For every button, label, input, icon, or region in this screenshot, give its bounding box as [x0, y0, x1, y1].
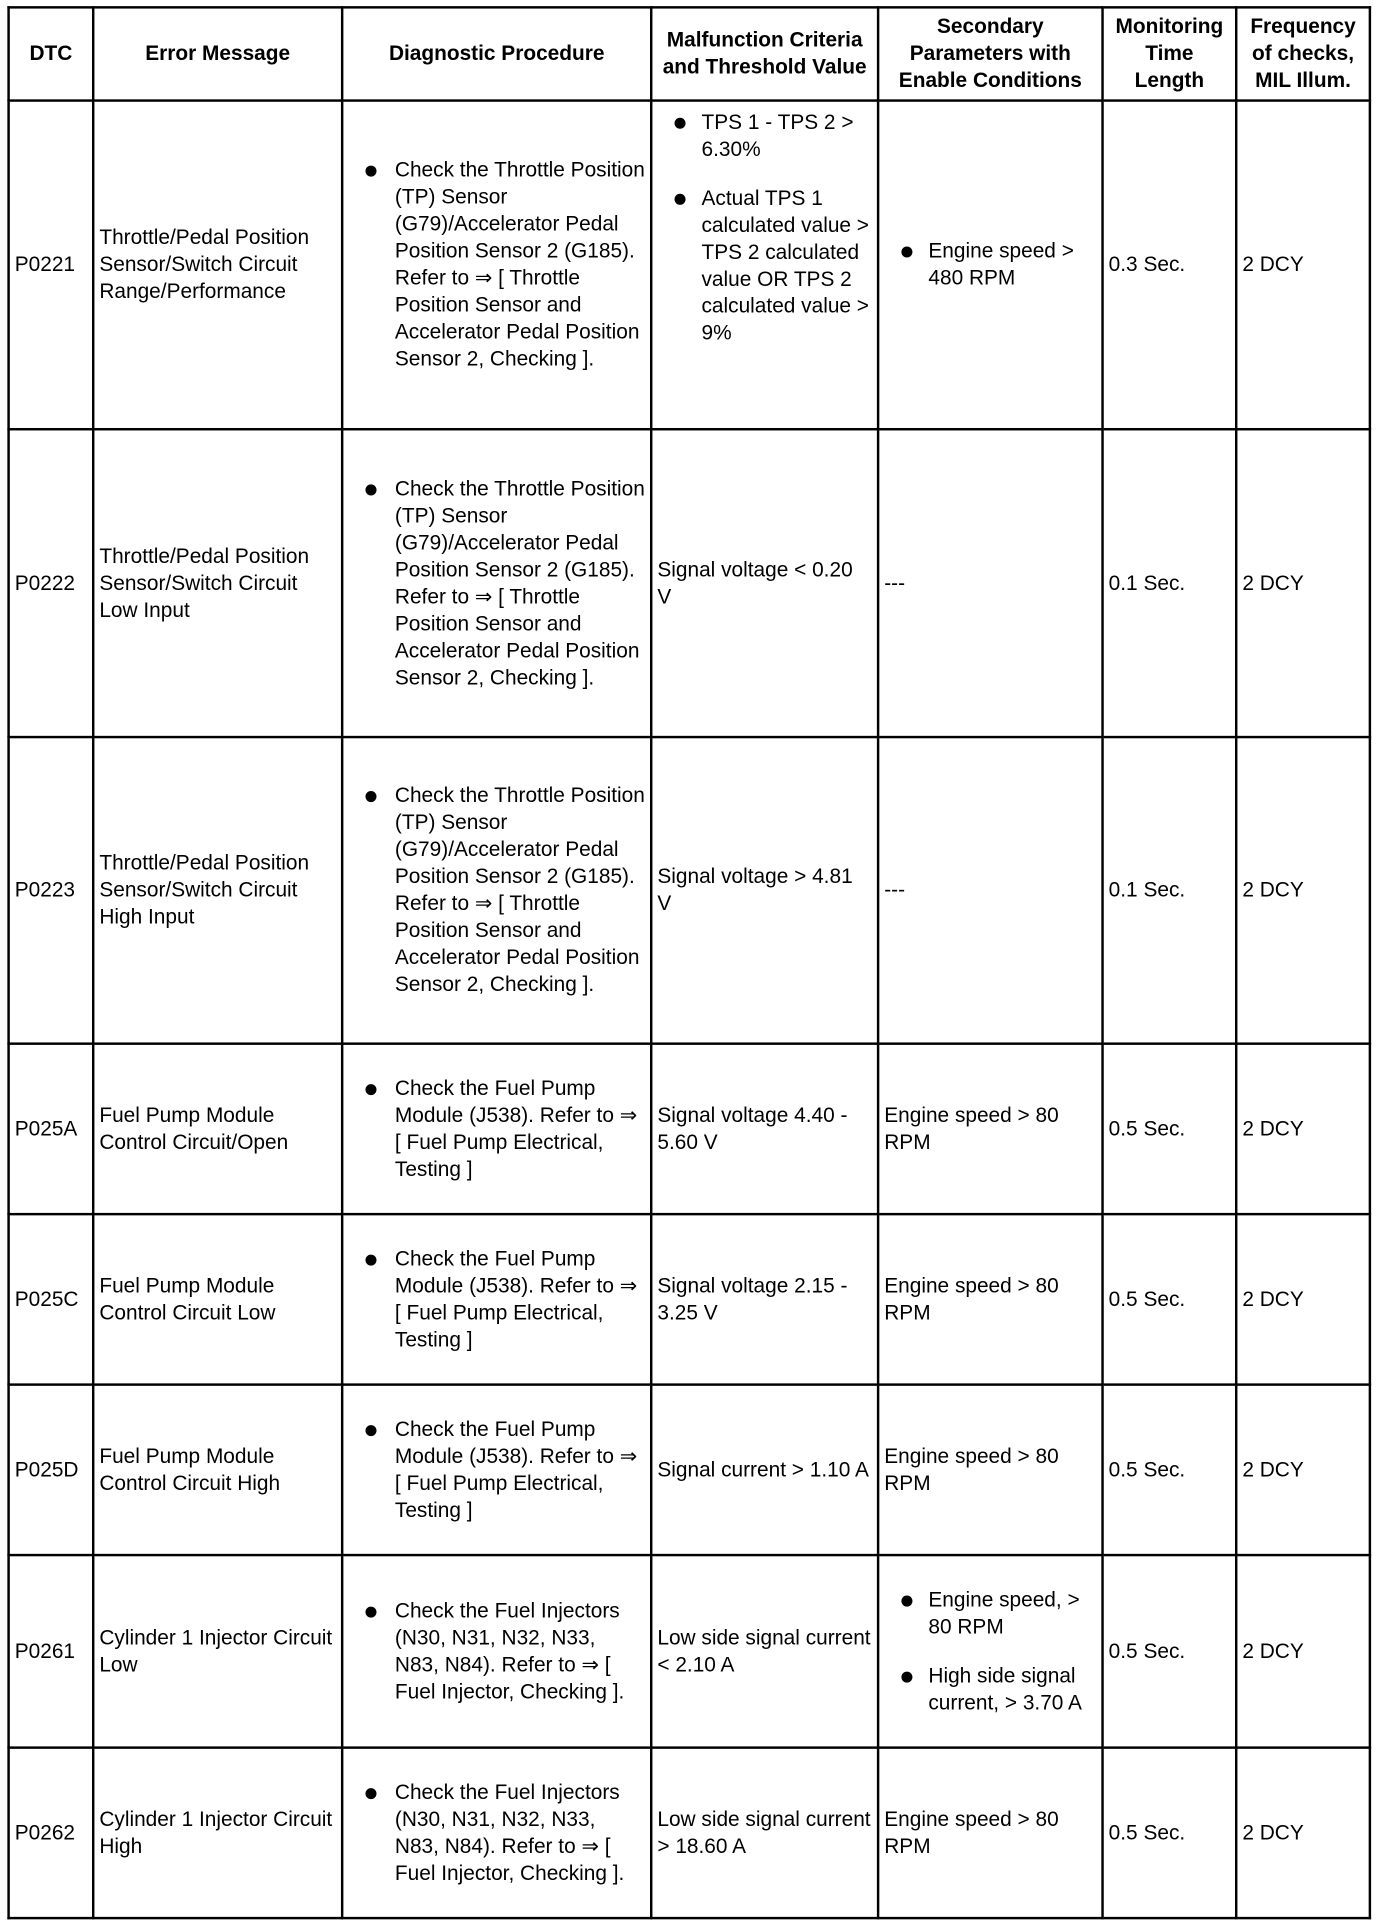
- diagnostic-procedure: [342, 737, 651, 1044]
- secondary-item: High side signal current, > 3.70 A: [928, 1662, 1096, 1716]
- criteria-item: TPS 1 - TPS 2 > 6.30%: [702, 109, 872, 163]
- table-row: [9, 1044, 1370, 1214]
- diagnostic-procedure: [342, 1214, 651, 1384]
- procedure-step: Check the Fuel Injectors (N30, N31, N32, N33, N83, N84). Refer to ⇒ [ Fuel Injector, Checking ].: [395, 1779, 645, 1887]
- secondary-parameters: Engine speed > 80 RPM: [878, 1748, 1102, 1918]
- header-monitoring-time: Monitoring Time Length: [1103, 7, 1237, 100]
- malfunction-criteria: Signal voltage > 4.81 V: [651, 737, 878, 1044]
- dtc-code: P025A: [9, 1044, 94, 1214]
- diagnostic-procedure: [342, 1385, 651, 1555]
- frequency: 2 DCY: [1236, 1385, 1370, 1555]
- procedure-step: Check the Throttle Position (TP) Sensor (G79)/Accelerator Pedal Position Sensor 2 (G185). Refer to ⇒ [ Throttle Position Sensor and Accelerator Pedal Position Sensor 2, Checking ].: [395, 475, 645, 691]
- malfunction-criteria: Signal voltage 4.40 - 5.60 V: [651, 1044, 878, 1214]
- table-row: [9, 1385, 1370, 1555]
- error-message: Throttle/Pedal Position Sensor/Switch Circuit High Input: [93, 737, 342, 1044]
- monitoring-time: 0.1 Sec.: [1103, 737, 1237, 1044]
- monitoring-time: 0.5 Sec.: [1103, 1214, 1237, 1384]
- malfunction-criteria: Signal voltage < 0.20 V: [651, 429, 878, 737]
- dtc-code: P0221: [9, 101, 94, 430]
- diagnostic-procedure: [342, 1044, 651, 1214]
- dtc-code: P025C: [9, 1214, 94, 1384]
- header-secondary-parameters: Secondary Parameters with Enable Conditions: [878, 7, 1102, 100]
- procedure-step: Check the Fuel Injectors (N30, N31, N32, N33, N83, N84). Refer to ⇒ [ Fuel Injector, Checking ].: [395, 1597, 645, 1705]
- malfunction-criteria: Signal current > 1.10 A: [651, 1385, 878, 1555]
- diagnostic-procedure: [342, 101, 651, 430]
- diagnostic-procedure: [342, 429, 651, 737]
- secondary-parameters: Engine speed > 80 RPM: [878, 1214, 1102, 1384]
- header-diagnostic-procedure: Diagnostic Procedure: [342, 7, 651, 100]
- table-row: [9, 1214, 1370, 1384]
- header-error-message: Error Message: [93, 7, 342, 100]
- error-message: Cylinder 1 Injector Circuit High: [93, 1748, 342, 1918]
- secondary-parameters: [878, 1555, 1102, 1748]
- diagnostic-procedure: [342, 1748, 651, 1918]
- frequency: 2 DCY: [1236, 1214, 1370, 1384]
- procedure-step: Check the Throttle Position (TP) Sensor (G79)/Accelerator Pedal Position Sensor 2 (G185). Refer to ⇒ [ Throttle Position Sensor and Accelerator Pedal Position Sensor 2, Checking ].: [395, 782, 645, 998]
- secondary-item: Engine speed, > 80 RPM: [928, 1586, 1096, 1640]
- dtc-code: P0261: [9, 1555, 94, 1748]
- monitoring-time: 0.5 Sec.: [1103, 1748, 1237, 1918]
- error-message: Throttle/Pedal Position Sensor/Switch Circuit Range/Performance: [93, 101, 342, 430]
- malfunction-criteria: [651, 101, 878, 430]
- malfunction-criteria: Low side signal current > 18.60 A: [651, 1748, 878, 1918]
- secondary-parameters: Engine speed > 80 RPM: [878, 1044, 1102, 1214]
- table-header-row: [9, 7, 1370, 100]
- header-malfunction-criteria: Malfunction Criteria and Threshold Value: [651, 7, 878, 100]
- procedure-step: Check the Fuel Pump Module (J538). Refer to ⇒ [ Fuel Pump Electrical, Testing ]: [395, 1416, 645, 1524]
- malfunction-criteria: Signal voltage 2.15 - 3.25 V: [651, 1214, 878, 1384]
- error-message: Fuel Pump Module Control Circuit Low: [93, 1214, 342, 1384]
- header-frequency: Frequency of checks, MIL Illum.: [1236, 7, 1370, 100]
- secondary-parameters: [878, 101, 1102, 430]
- table-row: [9, 1555, 1370, 1748]
- error-message: Fuel Pump Module Control Circuit/Open: [93, 1044, 342, 1214]
- error-message: Throttle/Pedal Position Sensor/Switch Circuit Low Input: [93, 429, 342, 737]
- dtc-code: P0222: [9, 429, 94, 737]
- criteria-item: Actual TPS 1 calculated value > TPS 2 calculated value OR TPS 2 calculated value > 9%: [702, 185, 872, 347]
- secondary-parameters: ---: [878, 429, 1102, 737]
- dtc-code: P0223: [9, 737, 94, 1044]
- procedure-step: Check the Fuel Pump Module (J538). Refer to ⇒ [ Fuel Pump Electrical, Testing ]: [395, 1245, 645, 1353]
- monitoring-time: 0.1 Sec.: [1103, 429, 1237, 737]
- secondary-item: Engine speed > 480 RPM: [928, 238, 1096, 292]
- frequency: 2 DCY: [1236, 429, 1370, 737]
- malfunction-criteria: Low side signal current < 2.10 A: [651, 1555, 878, 1748]
- frequency: 2 DCY: [1236, 737, 1370, 1044]
- diagnostic-procedure: [342, 1555, 651, 1748]
- error-message: Cylinder 1 Injector Circuit Low: [93, 1555, 342, 1748]
- frequency: 2 DCY: [1236, 101, 1370, 430]
- procedure-step: Check the Throttle Position (TP) Sensor (G79)/Accelerator Pedal Position Sensor 2 (G185). Refer to ⇒ [ Throttle Position Sensor and Accelerator Pedal Position Sensor 2, Checking ].: [395, 157, 645, 373]
- monitoring-time: 0.5 Sec.: [1103, 1385, 1237, 1555]
- table-row: [9, 1748, 1370, 1918]
- table-row: [9, 101, 1370, 430]
- frequency: 2 DCY: [1236, 1748, 1370, 1918]
- dtc-table: [7, 6, 1371, 1919]
- procedure-step: Check the Fuel Pump Module (J538). Refer to ⇒ [ Fuel Pump Electrical, Testing ]: [395, 1075, 645, 1183]
- monitoring-time: 0.5 Sec.: [1103, 1555, 1237, 1748]
- header-dtc: DTC: [9, 7, 94, 100]
- monitoring-time: 0.3 Sec.: [1103, 101, 1237, 430]
- monitoring-time: 0.5 Sec.: [1103, 1044, 1237, 1214]
- frequency: 2 DCY: [1236, 1555, 1370, 1748]
- secondary-parameters: Engine speed > 80 RPM: [878, 1385, 1102, 1555]
- error-message: Fuel Pump Module Control Circuit High: [93, 1385, 342, 1555]
- dtc-code: P0262: [9, 1748, 94, 1918]
- frequency: 2 DCY: [1236, 1044, 1370, 1214]
- table-row: [9, 429, 1370, 737]
- dtc-code: P025D: [9, 1385, 94, 1555]
- table-row: [9, 737, 1370, 1044]
- secondary-parameters: ---: [878, 737, 1102, 1044]
